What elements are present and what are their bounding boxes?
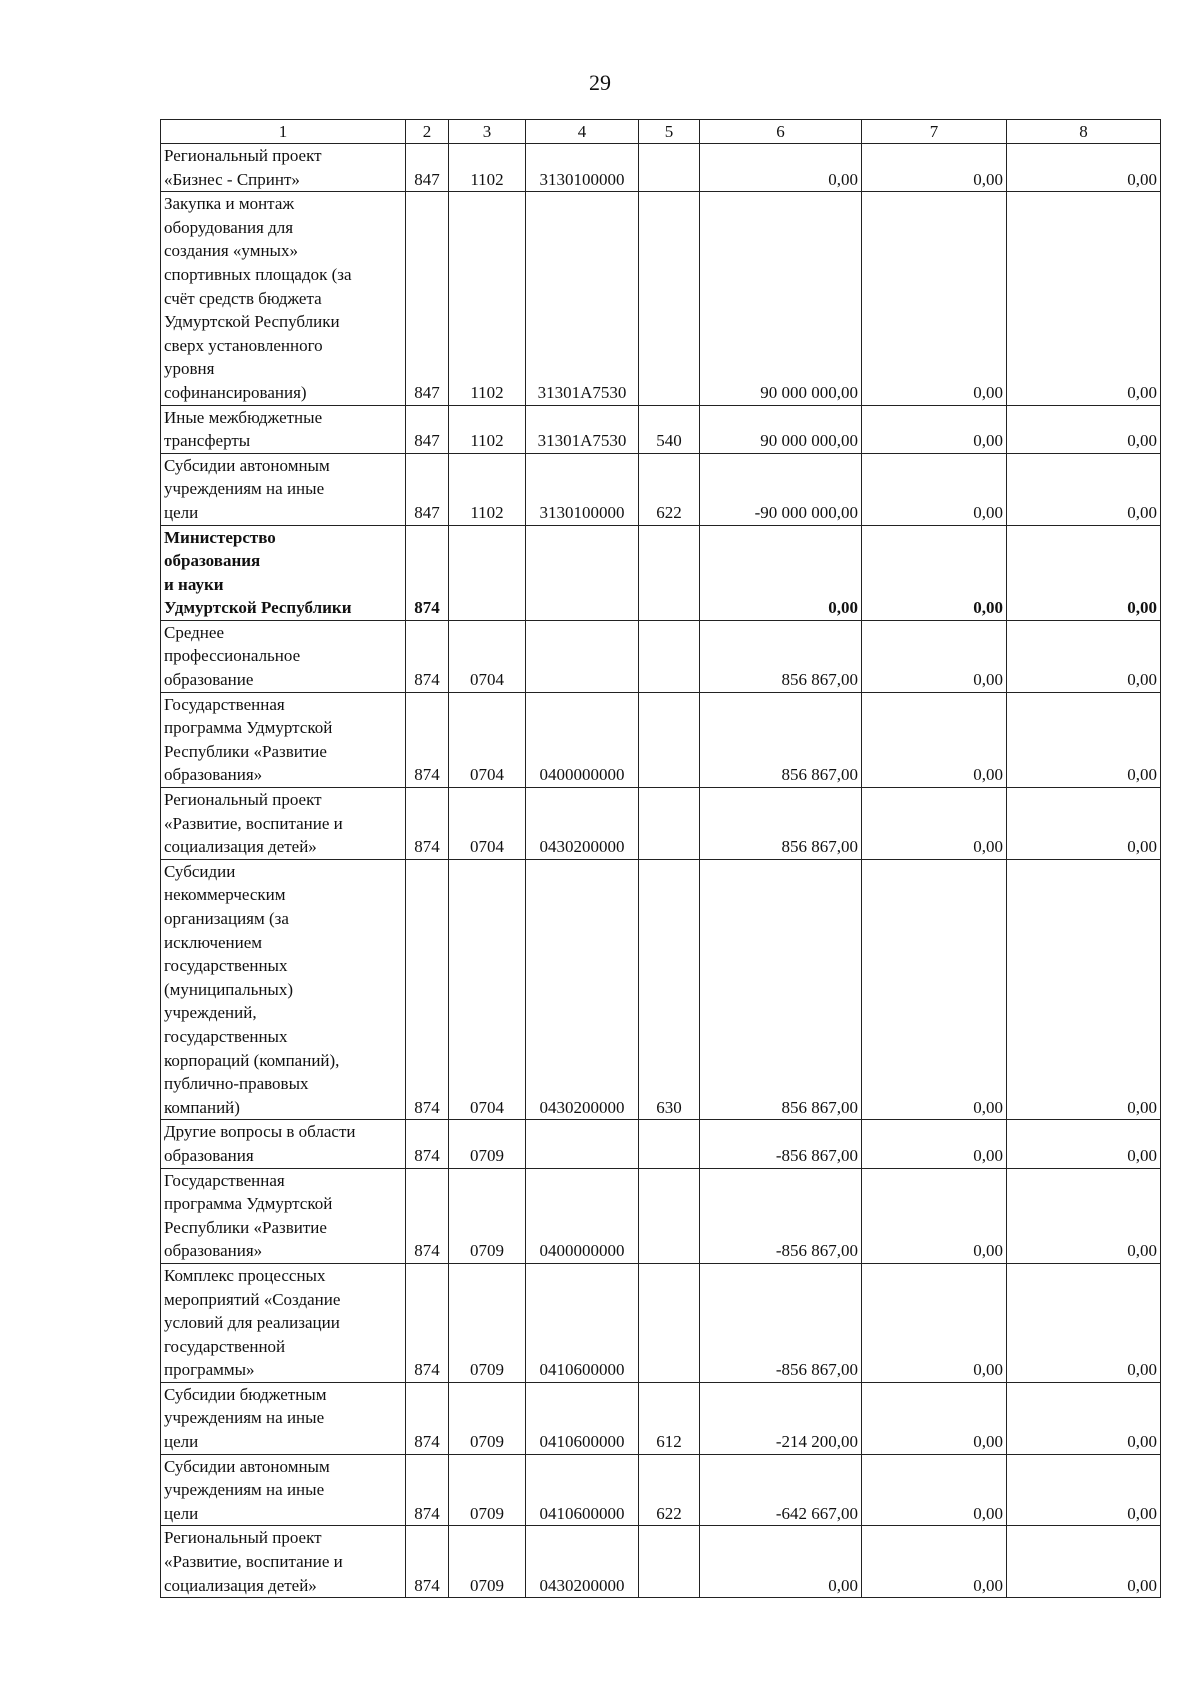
target-article-cell: 0410600000 bbox=[526, 1454, 639, 1526]
amount-cell: 0,00 bbox=[1007, 859, 1161, 1120]
expense-type-cell: 622 bbox=[639, 1454, 700, 1526]
row-name-line: корпораций (компаний), bbox=[164, 1050, 340, 1070]
row-name-line: профессиональное bbox=[164, 646, 301, 666]
row-name-line: государственной bbox=[164, 1336, 286, 1356]
amount-cell: 0,00 bbox=[862, 525, 1007, 620]
row-name-line: спортивных площадок (за bbox=[164, 264, 352, 284]
amount-cell: 0,00 bbox=[862, 144, 1007, 192]
section-code-cell: 1102 bbox=[449, 405, 526, 453]
table-row bbox=[161, 192, 1161, 405]
target-article-cell: 0410600000 bbox=[526, 1263, 639, 1382]
row-name-line: некоммерческим bbox=[164, 885, 286, 905]
ministry-code-cell: 874 bbox=[406, 788, 449, 860]
row-name-line: Другие вопросы в области bbox=[164, 1122, 356, 1142]
amount-cell: 0,00 bbox=[862, 788, 1007, 860]
row-name-line: уровня bbox=[164, 359, 215, 379]
amount-cell: 0,00 bbox=[862, 1120, 1007, 1168]
row-name-line: трансферты bbox=[164, 431, 251, 451]
expense-type-cell bbox=[639, 144, 700, 192]
ministry-code-cell: 874 bbox=[406, 1454, 449, 1526]
amount-cell: 90 000 000,00 bbox=[700, 405, 862, 453]
header-row bbox=[161, 120, 1161, 144]
row-name-line: Региональный проект bbox=[164, 1528, 322, 1548]
amount-cell: 0,00 bbox=[1007, 1526, 1161, 1598]
row-name-line: социализация детей» bbox=[164, 837, 317, 857]
row-name-cell bbox=[161, 192, 406, 405]
amount-cell: 0,00 bbox=[862, 1263, 1007, 1382]
page-number: 29 bbox=[589, 70, 611, 95]
section-code-cell: 0704 bbox=[449, 859, 526, 1120]
amount-cell: -90 000 000,00 bbox=[700, 453, 862, 525]
target-article-cell bbox=[526, 525, 639, 620]
target-article-cell: 0430200000 bbox=[526, 1526, 639, 1598]
amount-cell: -856 867,00 bbox=[700, 1168, 862, 1263]
row-name-line: учреждениям на иные bbox=[164, 1408, 325, 1428]
row-name-line: и науки bbox=[164, 574, 224, 594]
row-name-line: оборудования для bbox=[164, 217, 294, 237]
row-name-line: программы» bbox=[164, 1360, 255, 1380]
amount-cell: 0,00 bbox=[1007, 1168, 1161, 1263]
row-name-line: программа Удмуртской bbox=[164, 718, 333, 738]
column-header-3: 3 bbox=[449, 120, 526, 144]
column-header-4: 4 bbox=[526, 120, 639, 144]
table-row bbox=[161, 453, 1161, 525]
row-name-line: Субсидии автономным bbox=[164, 455, 330, 475]
row-name-line: исключением bbox=[164, 932, 263, 952]
amount-cell: -642 667,00 bbox=[700, 1454, 862, 1526]
amount-cell: 0,00 bbox=[862, 1382, 1007, 1454]
amount-cell: 856 867,00 bbox=[700, 788, 862, 860]
amount-cell: 0,00 bbox=[1007, 1263, 1161, 1382]
row-name-line: создания «умных» bbox=[164, 241, 298, 261]
row-name-line: образования bbox=[164, 551, 261, 571]
expense-type-cell bbox=[639, 1120, 700, 1168]
target-article-cell: 0410600000 bbox=[526, 1382, 639, 1454]
amount-cell: 0,00 bbox=[862, 692, 1007, 787]
section-code-cell: 0709 bbox=[449, 1526, 526, 1598]
row-name-line: Республики «Развитие bbox=[164, 1217, 327, 1237]
section-code-cell: 1102 bbox=[449, 192, 526, 405]
target-article-cell bbox=[526, 1120, 639, 1168]
row-name-cell bbox=[161, 788, 406, 860]
row-name-line: образование bbox=[164, 670, 254, 690]
row-name-line: «Развитие, воспитание и bbox=[164, 1552, 343, 1572]
row-name-line: государственных bbox=[164, 956, 288, 976]
ministry-code-cell: 874 bbox=[406, 1120, 449, 1168]
table-row bbox=[161, 1382, 1161, 1454]
amount-cell: 0,00 bbox=[1007, 1382, 1161, 1454]
row-name-cell bbox=[161, 1526, 406, 1598]
expense-type-cell bbox=[639, 620, 700, 692]
amount-cell: 0,00 bbox=[862, 1454, 1007, 1526]
table-row bbox=[161, 1168, 1161, 1263]
row-name-line: образования» bbox=[164, 765, 263, 785]
section-code-cell: 0709 bbox=[449, 1168, 526, 1263]
expense-type-cell bbox=[639, 1263, 700, 1382]
table-row bbox=[161, 1120, 1161, 1168]
row-name-line: Иные межбюджетные bbox=[164, 407, 323, 427]
amount-cell: 0,00 bbox=[862, 1168, 1007, 1263]
row-name-line: Региональный проект bbox=[164, 790, 322, 810]
ministry-code-cell: 874 bbox=[406, 1263, 449, 1382]
section-code-cell: 1102 bbox=[449, 144, 526, 192]
expense-type-cell bbox=[639, 1168, 700, 1263]
target-article-cell: 0400000000 bbox=[526, 692, 639, 787]
row-name-cell bbox=[161, 1120, 406, 1168]
table-row bbox=[161, 1263, 1161, 1382]
column-header-2: 2 bbox=[406, 120, 449, 144]
amount-cell: 0,00 bbox=[862, 405, 1007, 453]
target-article-cell: 3130100000 bbox=[526, 144, 639, 192]
target-article-cell: 0430200000 bbox=[526, 859, 639, 1120]
target-article-cell: 31301A7530 bbox=[526, 405, 639, 453]
amount-cell: 0,00 bbox=[1007, 144, 1161, 192]
amount-cell: 0,00 bbox=[1007, 788, 1161, 860]
table-row bbox=[161, 405, 1161, 453]
section-code-cell: 0709 bbox=[449, 1454, 526, 1526]
amount-cell: 0,00 bbox=[862, 453, 1007, 525]
budget-table bbox=[160, 119, 1161, 1598]
section-code-cell: 0709 bbox=[449, 1120, 526, 1168]
expense-type-cell bbox=[639, 692, 700, 787]
section-code-cell: 0704 bbox=[449, 788, 526, 860]
ministry-code-cell: 847 bbox=[406, 192, 449, 405]
table-row bbox=[161, 859, 1161, 1120]
ministry-code-cell: 874 bbox=[406, 620, 449, 692]
row-name-line: Комплекс процессных bbox=[164, 1265, 326, 1285]
amount-cell: -214 200,00 bbox=[700, 1382, 862, 1454]
row-name-line: программа Удмуртской bbox=[164, 1194, 333, 1214]
row-name-line: организациям (за bbox=[164, 909, 289, 928]
amount-cell: 0,00 bbox=[862, 1526, 1007, 1598]
row-name-cell bbox=[161, 1168, 406, 1263]
expense-type-cell bbox=[639, 192, 700, 405]
amount-cell: 0,00 bbox=[1007, 453, 1161, 525]
table-row bbox=[161, 525, 1161, 620]
table-row bbox=[161, 620, 1161, 692]
section-code-cell: 0709 bbox=[449, 1382, 526, 1454]
ministry-code-cell: 847 bbox=[406, 144, 449, 192]
target-article-cell: 0430200000 bbox=[526, 788, 639, 860]
row-name-cell bbox=[161, 453, 406, 525]
section-code-cell: 0704 bbox=[449, 692, 526, 787]
row-name-cell bbox=[161, 692, 406, 787]
row-name-line: Государственная bbox=[164, 1170, 285, 1190]
column-header-8: 8 bbox=[1007, 120, 1161, 144]
amount-cell: 0,00 bbox=[700, 144, 862, 192]
row-name-line: счёт средств бюджета bbox=[164, 288, 322, 308]
target-article-cell: 3130100000 bbox=[526, 453, 639, 525]
table-row bbox=[161, 144, 1161, 192]
expense-type-cell bbox=[639, 1526, 700, 1598]
table-row bbox=[161, 1526, 1161, 1598]
row-name-line: компаний) bbox=[164, 1097, 240, 1117]
row-name-line: софинансирования) bbox=[164, 382, 307, 402]
table-row bbox=[161, 1454, 1161, 1526]
row-name-line: Закупка и монтаж bbox=[164, 194, 295, 214]
row-name-line: сверх установленного bbox=[164, 335, 323, 355]
section-code-cell: 1102 bbox=[449, 453, 526, 525]
ministry-code-cell: 847 bbox=[406, 453, 449, 525]
row-name-line: Министерство bbox=[164, 527, 276, 547]
expense-type-cell: 622 bbox=[639, 453, 700, 525]
amount-cell: 0,00 bbox=[862, 859, 1007, 1120]
row-name-cell bbox=[161, 1382, 406, 1454]
row-name-line: цели bbox=[164, 502, 199, 522]
section-code-cell: 0709 bbox=[449, 1263, 526, 1382]
row-name-line: Субсидии бюджетным bbox=[164, 1384, 327, 1404]
ministry-code-cell: 874 bbox=[406, 859, 449, 1120]
column-header-1: 1 bbox=[161, 120, 406, 144]
table-row bbox=[161, 788, 1161, 860]
amount-cell: 0,00 bbox=[1007, 620, 1161, 692]
amount-cell: 856 867,00 bbox=[700, 692, 862, 787]
amount-cell: 0,00 bbox=[862, 192, 1007, 405]
row-name-line: Удмуртской Республики bbox=[164, 598, 352, 618]
target-article-cell: 31301A7530 bbox=[526, 192, 639, 405]
row-name-line: Удмуртской Республики bbox=[164, 312, 340, 332]
section-code-cell: 0704 bbox=[449, 620, 526, 692]
row-name-line: цели bbox=[164, 1503, 199, 1523]
amount-cell: 0,00 bbox=[700, 1526, 862, 1598]
row-name-line: Субсидии bbox=[164, 861, 236, 881]
row-name-line: мероприятий «Создание bbox=[164, 1289, 341, 1309]
row-name-cell bbox=[161, 859, 406, 1120]
row-name-line: (муниципальных) bbox=[164, 979, 294, 999]
amount-cell: 0,00 bbox=[1007, 405, 1161, 453]
row-name-cell bbox=[161, 405, 406, 453]
column-header-6: 6 bbox=[700, 120, 862, 144]
expense-type-cell bbox=[639, 525, 700, 620]
row-name-cell bbox=[161, 144, 406, 192]
ministry-code-cell: 874 bbox=[406, 1168, 449, 1263]
row-name-cell bbox=[161, 1454, 406, 1526]
row-name-line: образования» bbox=[164, 1241, 263, 1261]
row-name-line: социализация детей» bbox=[164, 1575, 317, 1595]
amount-cell: 0,00 bbox=[700, 525, 862, 620]
row-name-line: образования bbox=[164, 1145, 254, 1165]
amount-cell: -856 867,00 bbox=[700, 1120, 862, 1168]
ministry-code-cell: 874 bbox=[406, 692, 449, 787]
row-name-line: «Развитие, воспитание и bbox=[164, 813, 343, 833]
section-code-cell bbox=[449, 525, 526, 620]
ministry-code-cell: 874 bbox=[406, 1526, 449, 1598]
column-header-5: 5 bbox=[639, 120, 700, 144]
expense-type-cell: 630 bbox=[639, 859, 700, 1120]
amount-cell: 0,00 bbox=[1007, 1454, 1161, 1526]
expense-type-cell: 540 bbox=[639, 405, 700, 453]
column-header-7: 7 bbox=[862, 120, 1007, 144]
row-name-line: Субсидии автономным bbox=[164, 1456, 330, 1476]
amount-cell: 0,00 bbox=[862, 620, 1007, 692]
row-name-line: «Бизнес - Спринт» bbox=[164, 169, 300, 189]
amount-cell: 856 867,00 bbox=[700, 859, 862, 1120]
row-name-cell bbox=[161, 525, 406, 620]
amount-cell: -856 867,00 bbox=[700, 1263, 862, 1382]
ministry-code-cell: 874 bbox=[406, 525, 449, 620]
table-body bbox=[161, 144, 1161, 1598]
amount-cell: 0,00 bbox=[1007, 192, 1161, 405]
row-name-line: Государственная bbox=[164, 694, 285, 714]
row-name-line: цели bbox=[164, 1432, 199, 1452]
target-article-cell bbox=[526, 620, 639, 692]
row-name-line: учреждениям на иные bbox=[164, 1480, 325, 1500]
expense-type-cell: 612 bbox=[639, 1382, 700, 1454]
row-name-line: учреждений, bbox=[164, 1003, 257, 1023]
amount-cell: 0,00 bbox=[1007, 692, 1161, 787]
row-name-line: государственных bbox=[164, 1026, 288, 1046]
amount-cell: 856 867,00 bbox=[700, 620, 862, 692]
ministry-code-cell: 847 bbox=[406, 405, 449, 453]
row-name-cell bbox=[161, 620, 406, 692]
row-name-line: условий для реализации bbox=[164, 1313, 340, 1333]
row-name-line: Республики «Развитие bbox=[164, 741, 327, 761]
amount-cell: 90 000 000,00 bbox=[700, 192, 862, 405]
row-name-line: Среднее bbox=[164, 622, 224, 642]
table-row bbox=[161, 692, 1161, 787]
amount-cell: 0,00 bbox=[1007, 1120, 1161, 1168]
row-name-line: Региональный проект bbox=[164, 146, 322, 165]
ministry-code-cell: 874 bbox=[406, 1382, 449, 1454]
target-article-cell: 0400000000 bbox=[526, 1168, 639, 1263]
expense-type-cell bbox=[639, 788, 700, 860]
row-name-cell bbox=[161, 1263, 406, 1382]
row-name-line: публично-правовых bbox=[164, 1074, 309, 1094]
row-name-line: учреждениям на иные bbox=[164, 479, 325, 499]
amount-cell: 0,00 bbox=[1007, 525, 1161, 620]
